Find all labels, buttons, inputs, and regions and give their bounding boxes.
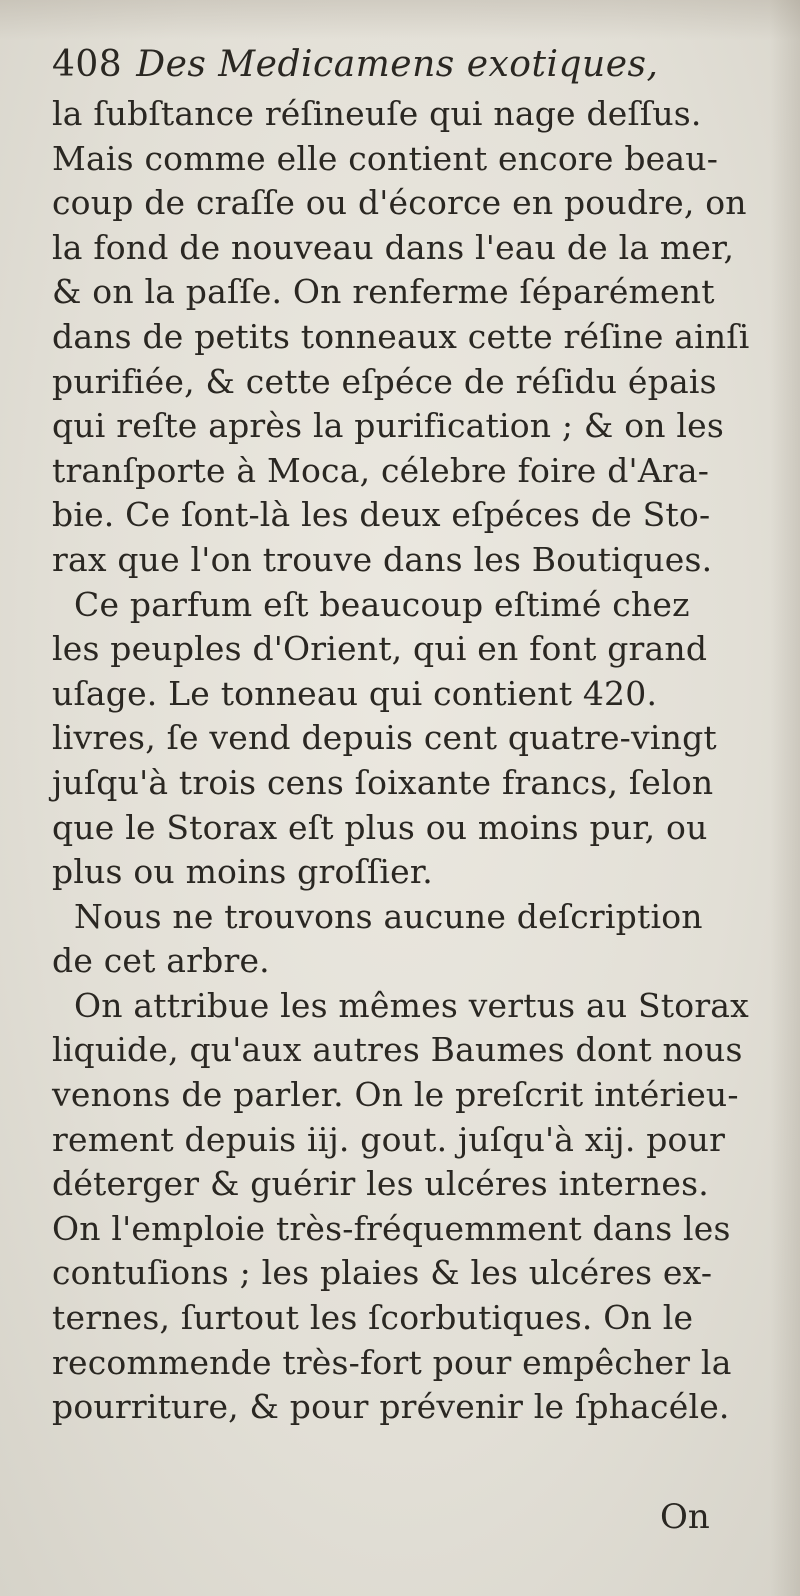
text-line: Mais comme elle contient encore beau- (52, 138, 719, 178)
text-line: & on la paſſe. On renferme ſéparément (52, 272, 715, 312)
text-line: la ſubſtance réſineuſe qui nage deſſus. (52, 94, 702, 133)
text-line: purifiée, & cette eſpéce de réſidu épais (52, 361, 717, 401)
text-line: bie. Ce ſont-là les deux eſpéces de Sto- (52, 495, 711, 535)
body-text (52, 92, 772, 1430)
text-line: ternes, ſurtout les ſcorbutiques. On le (52, 1298, 694, 1338)
text-line: liquide, qu'aux autres Baumes dont nous (52, 1030, 743, 1070)
text-line: uſage. Le tonneau qui contient 420. (52, 673, 658, 713)
text-line: juſqu'à trois cens ſoixante francs, ſelon (52, 762, 714, 802)
text-line: venons de parler. On le preſcrit intérieu- (52, 1075, 739, 1115)
catchword: On (660, 1497, 710, 1537)
text-line: plus ou moins groſſier. (52, 852, 433, 892)
text-line: déterger & guérir les ulcéres internes. (52, 1164, 709, 1204)
paragraph-start-line: Ce parfum eſt beaucoup eſtimé chez (74, 584, 690, 624)
paragraph-start-line: Nous ne trouvons aucune deſcription (74, 896, 703, 936)
text-line: recommende très-fort pour empêcher la (52, 1342, 732, 1382)
text-line: coup de craſſe ou d'écorce en poudre, on (52, 183, 747, 223)
text-line: les peuples d'Orient, qui en font grand (52, 629, 708, 669)
text-line: On l'emploie très-fréquemment dans les (52, 1208, 731, 1248)
text-line: de cet arbre. (52, 941, 270, 981)
running-title: Des Medicamens exotiques, (136, 44, 659, 85)
text-line: la fond de nouveau dans l'eau de la mer, (52, 227, 735, 267)
paragraph-start-line: On attribue les mêmes vertus au Storax (74, 985, 749, 1025)
page-shadow-top (0, 0, 800, 40)
text-line: livres, ſe vend depuis cent quatre-vingt (52, 718, 717, 758)
text-line: que le Storax eſt plus ou moins pur, ou (52, 807, 708, 847)
page-number: 408 (52, 44, 123, 85)
running-header (52, 38, 772, 92)
text-line: contuſions ; les plaies & les ulcéres ex- (52, 1253, 713, 1293)
text-line: tranſporte à Moca, célebre foire d'Ara- (52, 450, 710, 490)
text-line: qui reſte après la purification ; & on les (52, 406, 725, 446)
page-shadow-right (770, 0, 800, 1596)
text-line: pourriture, & pour prévenir le ſphacéle. (52, 1387, 730, 1427)
text-line: rax que l'on trouve dans les Boutiques. (52, 539, 713, 579)
text-line: dans de petits tonneaux cette réſine ainſi (52, 316, 750, 356)
text-line: rement depuis iij. gout. juſqu'à xij. pour (52, 1119, 726, 1159)
